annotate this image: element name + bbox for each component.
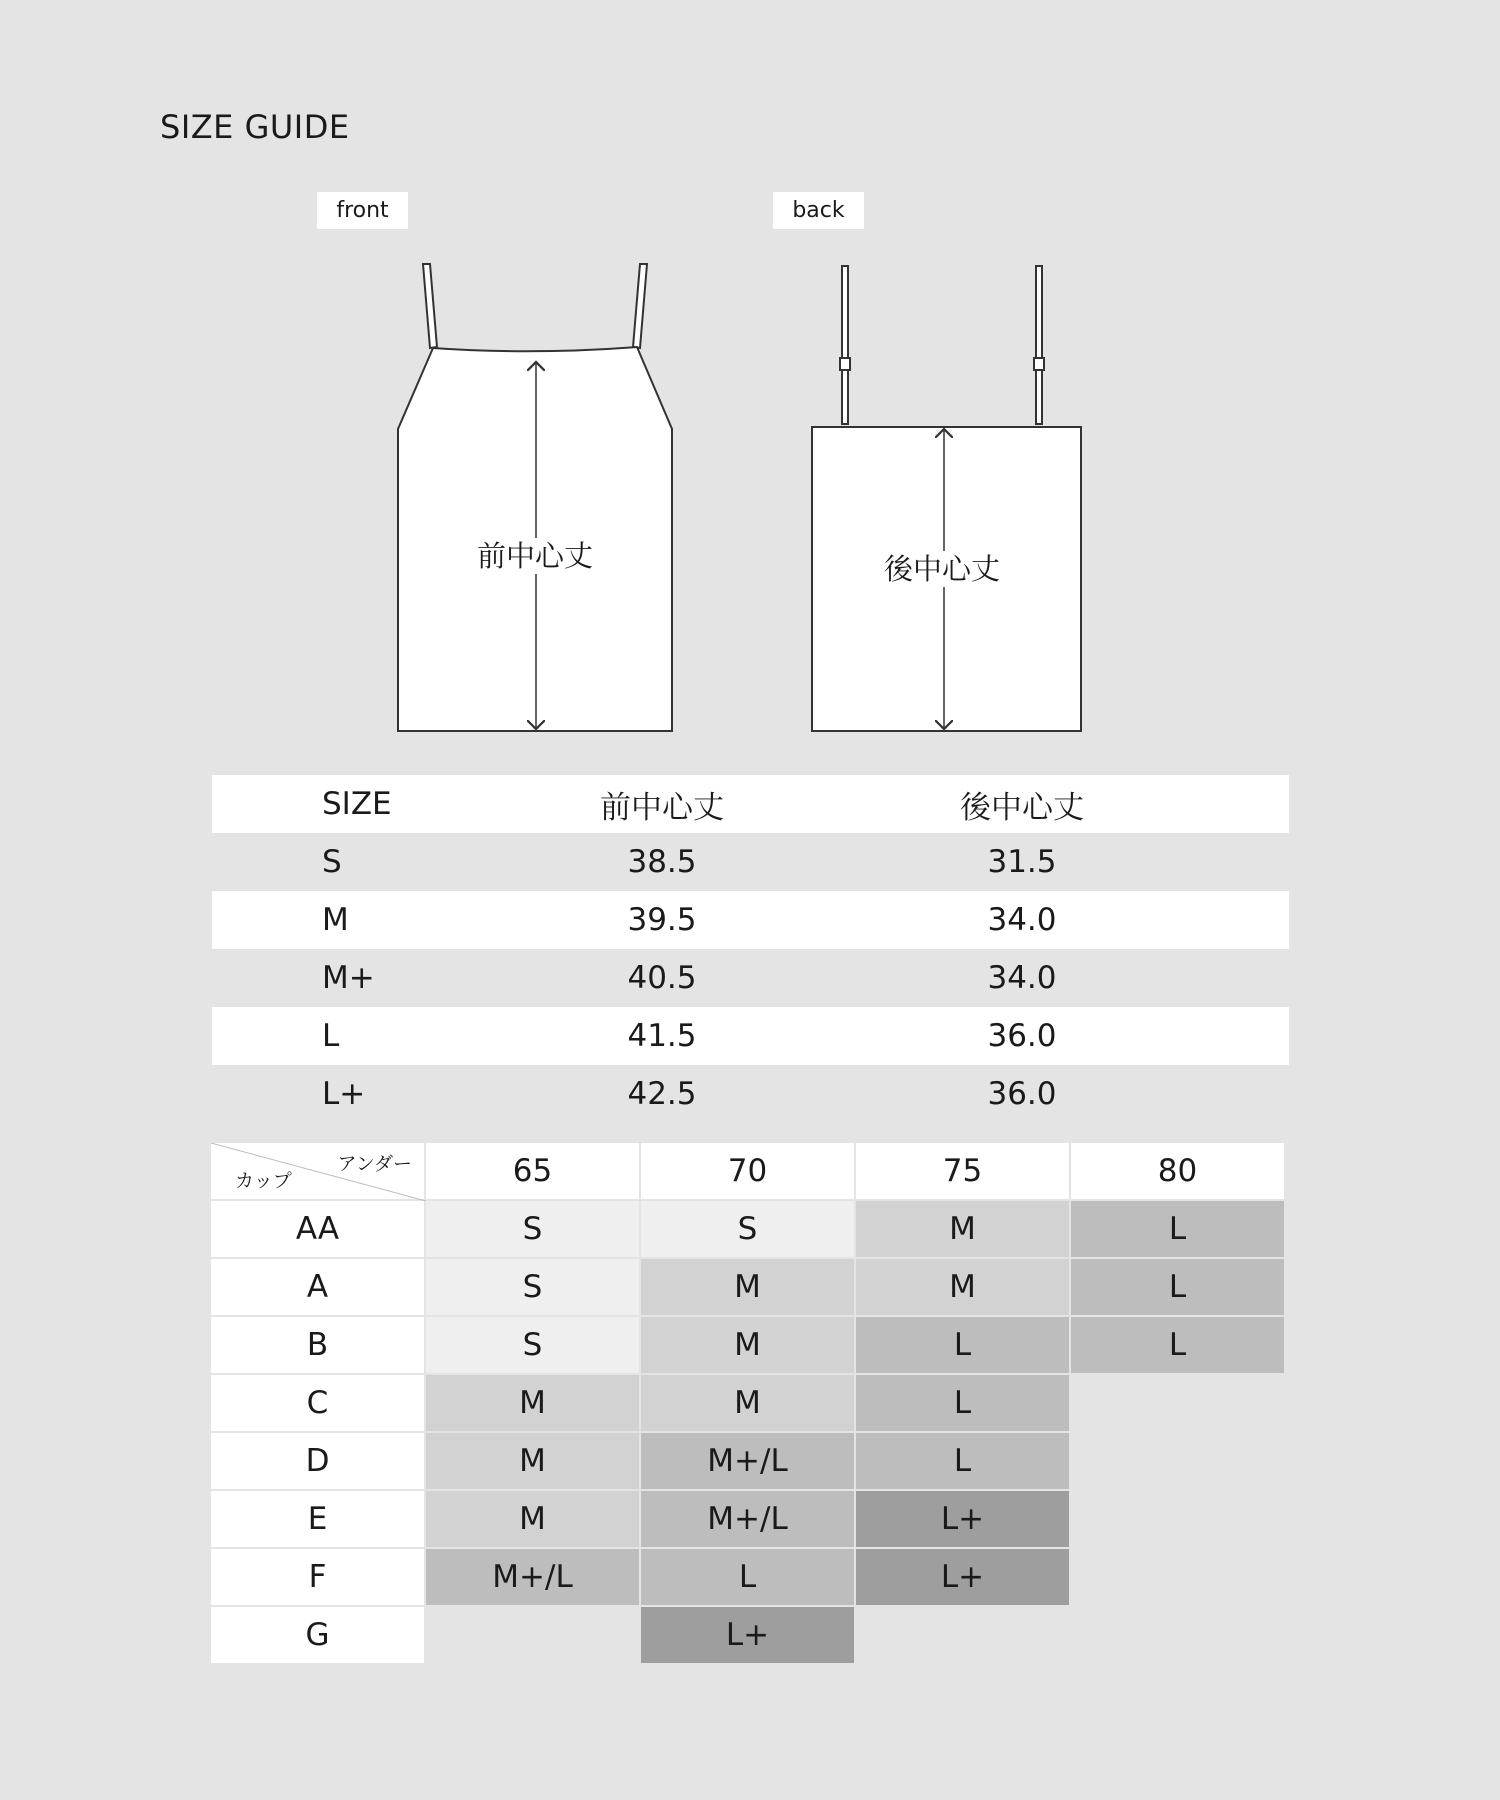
size-table bbox=[212, 775, 1289, 1123]
front-length-cell: 42.5 bbox=[627, 1076, 697, 1112]
front-length-cell: 39.5 bbox=[627, 902, 697, 938]
size-recommendation-cell: S bbox=[426, 1201, 641, 1259]
size-recommendation-cell: S bbox=[641, 1201, 856, 1259]
cup-size-matrix bbox=[211, 1143, 1286, 1665]
underbust-column-header: 80 bbox=[1071, 1143, 1286, 1201]
underbust-axis-label: アンダー bbox=[337, 1153, 412, 1175]
size-recommendation-cell: M bbox=[426, 1433, 641, 1491]
size-recommendation-cell: L bbox=[856, 1375, 1071, 1433]
empty-cell bbox=[1071, 1375, 1286, 1433]
size-cell: L+ bbox=[322, 1076, 366, 1112]
cup-row-header: B bbox=[211, 1317, 426, 1375]
size-cell: M+ bbox=[322, 960, 375, 996]
empty-cell bbox=[1071, 1491, 1286, 1549]
back-length-cell: 34.0 bbox=[987, 960, 1057, 996]
cup-axis-label: カップ bbox=[235, 1170, 292, 1192]
size-recommendation-cell: M bbox=[426, 1491, 641, 1549]
cup-row-header: A bbox=[211, 1259, 426, 1317]
cup-row-header: G bbox=[211, 1607, 426, 1665]
size-recommendation-cell: S bbox=[426, 1259, 641, 1317]
back-length-cell: 34.0 bbox=[987, 902, 1057, 938]
back-length-cell: 36.0 bbox=[987, 1076, 1057, 1112]
front-garment-outline bbox=[398, 264, 672, 731]
size-recommendation-cell: M bbox=[426, 1375, 641, 1433]
size-recommendation-cell: M+/L bbox=[641, 1491, 856, 1549]
back-view-tag: back bbox=[773, 192, 864, 229]
cup-row-header: D bbox=[211, 1433, 426, 1491]
size-recommendation-cell: L bbox=[641, 1549, 856, 1607]
size-cell: L bbox=[322, 1018, 340, 1054]
size-recommendation-cell: L bbox=[1071, 1317, 1286, 1375]
table-row bbox=[212, 891, 1289, 949]
underbust-column-header: 65 bbox=[426, 1143, 641, 1201]
size-recommendation-cell: M bbox=[856, 1259, 1071, 1317]
table-row bbox=[212, 1007, 1289, 1065]
table-row bbox=[212, 1065, 1289, 1123]
header-back-length: 後中心丈 bbox=[960, 789, 1084, 826]
size-recommendation-cell: S bbox=[426, 1317, 641, 1375]
size-recommendation-cell: L+ bbox=[641, 1607, 856, 1665]
empty-cell bbox=[1071, 1433, 1286, 1491]
size-recommendation-cell: L bbox=[1071, 1201, 1286, 1259]
front-length-cell: 41.5 bbox=[627, 1018, 697, 1054]
front-center-length-label: 前中心丈 bbox=[477, 539, 594, 573]
empty-cell bbox=[1071, 1607, 1286, 1665]
size-recommendation-cell: L bbox=[856, 1317, 1071, 1375]
underbust-column-header: 75 bbox=[856, 1143, 1071, 1201]
front-view-tag: front bbox=[317, 192, 408, 229]
size-recommendation-cell: M bbox=[641, 1375, 856, 1433]
back-center-length-label: 後中心丈 bbox=[884, 552, 1001, 586]
header-size: SIZE bbox=[322, 786, 392, 822]
front-length-cell: 40.5 bbox=[627, 960, 697, 996]
size-recommendation-cell: L bbox=[1071, 1259, 1286, 1317]
cup-row-header: E bbox=[211, 1491, 426, 1549]
size-recommendation-cell: L+ bbox=[856, 1549, 1071, 1607]
back-length-cell: 31.5 bbox=[987, 844, 1057, 880]
size-cell: M bbox=[322, 902, 349, 938]
page-title: SIZE GUIDE bbox=[160, 108, 350, 146]
back-garment-outline bbox=[812, 266, 1081, 731]
cup-row-header: C bbox=[211, 1375, 426, 1433]
size-recommendation-cell: M bbox=[856, 1201, 1071, 1259]
size-recommendation-cell: L+ bbox=[856, 1491, 1071, 1549]
back-length-cell: 36.0 bbox=[987, 1018, 1057, 1054]
cup-row-header: F bbox=[211, 1549, 426, 1607]
size-table-header bbox=[212, 775, 1289, 833]
size-recommendation-cell: M bbox=[641, 1259, 856, 1317]
empty-cell bbox=[1071, 1549, 1286, 1607]
empty-cell bbox=[426, 1607, 641, 1665]
cup-row-header: AA bbox=[211, 1201, 426, 1259]
size-recommendation-cell: M+/L bbox=[426, 1549, 641, 1607]
matrix-corner bbox=[211, 1143, 426, 1201]
table-row bbox=[212, 949, 1289, 1007]
size-recommendation-cell: L bbox=[856, 1433, 1071, 1491]
empty-cell bbox=[856, 1607, 1071, 1665]
size-cell: S bbox=[322, 844, 342, 880]
underbust-column-header: 70 bbox=[641, 1143, 856, 1201]
size-recommendation-cell: M+/L bbox=[641, 1433, 856, 1491]
table-row bbox=[212, 833, 1289, 891]
front-length-cell: 38.5 bbox=[627, 844, 697, 880]
garment-diagrams bbox=[0, 0, 1500, 760]
size-recommendation-cell: M bbox=[641, 1317, 856, 1375]
header-front-length: 前中心丈 bbox=[600, 789, 724, 826]
